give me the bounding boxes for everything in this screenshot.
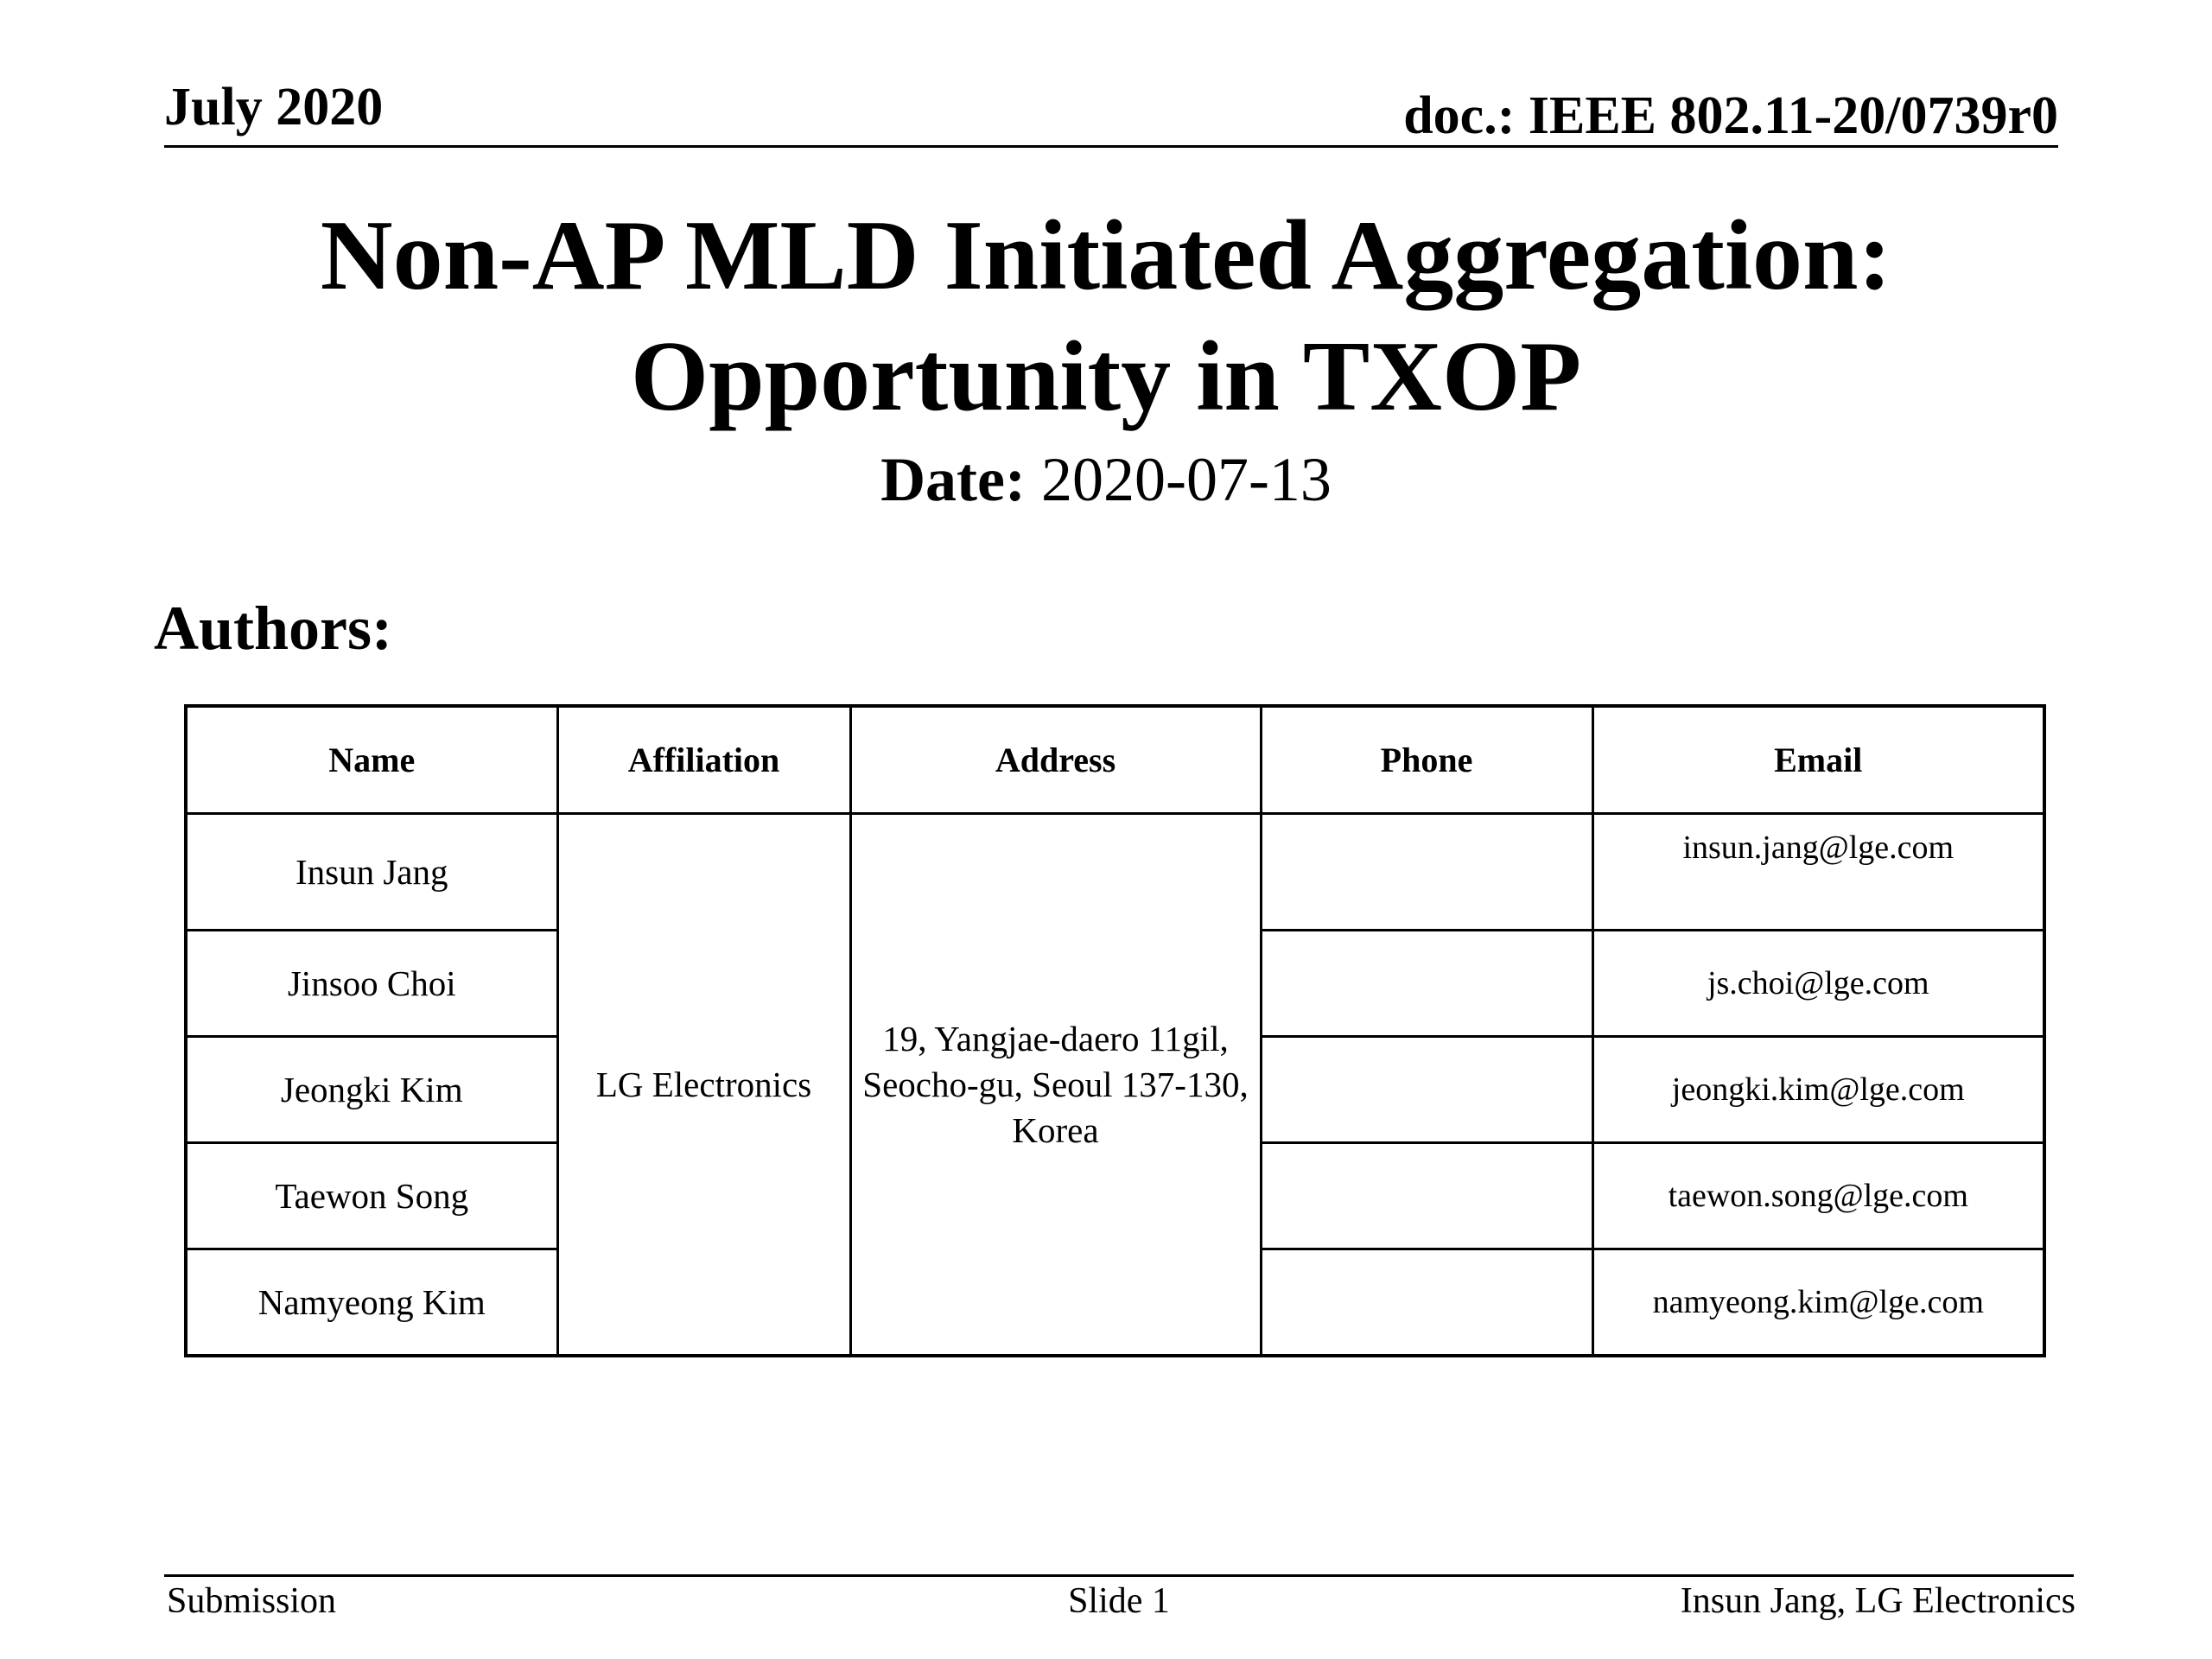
authors-heading: Authors: bbox=[154, 594, 393, 663]
column-header-email: Email bbox=[1592, 706, 2044, 814]
author-email: jeongki.kim@lge.com bbox=[1592, 1037, 2044, 1143]
date-line bbox=[0, 442, 2212, 517]
author-phone bbox=[1261, 1037, 1592, 1143]
author-email: namyeong.kim@lge.com bbox=[1592, 1249, 2044, 1357]
authors-table bbox=[184, 704, 2046, 1357]
author-phone bbox=[1261, 931, 1592, 1037]
date-value: 2020-07-13 bbox=[1040, 445, 1332, 514]
footer-submission: Submission bbox=[167, 1581, 337, 1621]
author-email: insun.jang@lge.com bbox=[1592, 814, 2044, 931]
footer-slide-number: Slide 1 bbox=[1068, 1581, 1170, 1621]
slide-title-line-2: Opportunity in TXOP bbox=[630, 321, 1582, 432]
author-name: Taewon Song bbox=[186, 1143, 557, 1249]
footer-author: Insun Jang, LG Electronics bbox=[1680, 1581, 2075, 1621]
column-header-address: Address bbox=[850, 706, 1261, 814]
table-header-row bbox=[186, 706, 2044, 814]
column-header-affiliation: Affiliation bbox=[557, 706, 850, 814]
author-name: Jeongki Kim bbox=[186, 1037, 557, 1143]
author-affiliation: LG Electronics bbox=[557, 814, 850, 1357]
header-divider bbox=[164, 145, 2058, 148]
header-date: July 2020 bbox=[164, 78, 384, 137]
author-address: 19, Yangjae-daero 11gil, Seocho-gu, Seoul 137-130, Korea bbox=[850, 814, 1261, 1357]
author-phone bbox=[1261, 1143, 1592, 1249]
author-name: Insun Jang bbox=[186, 814, 557, 931]
table-row bbox=[186, 814, 2044, 931]
author-email: taewon.song@lge.com bbox=[1592, 1143, 2044, 1249]
header-doc-id: doc.: IEEE 802.11-20/0739r0 bbox=[1403, 86, 2058, 145]
author-email: js.choi@lge.com bbox=[1592, 931, 2044, 1037]
slide-title-line-1: Non-AP MLD Initiated Aggregation: bbox=[320, 200, 1892, 311]
footer-divider bbox=[164, 1574, 2074, 1577]
author-phone bbox=[1261, 814, 1592, 931]
column-header-phone: Phone bbox=[1261, 706, 1592, 814]
author-phone bbox=[1261, 1249, 1592, 1357]
slide-title bbox=[0, 195, 2212, 437]
date-label: Date: bbox=[880, 445, 1026, 514]
column-header-name: Name bbox=[186, 706, 557, 814]
author-name: Namyeong Kim bbox=[186, 1249, 557, 1357]
author-name: Jinsoo Choi bbox=[186, 931, 557, 1037]
